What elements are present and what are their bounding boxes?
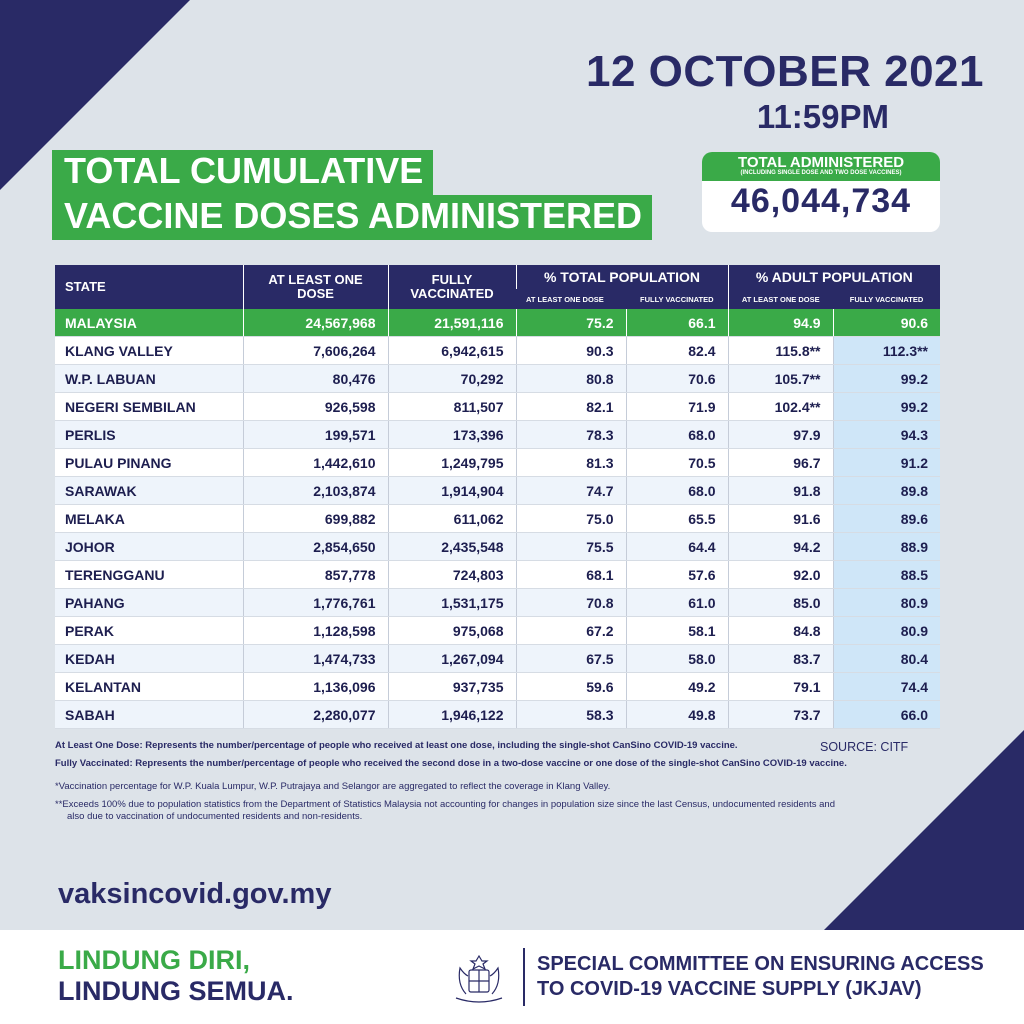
cell-pct-adult-fully: 89.8 — [833, 477, 940, 505]
total-administered-label: TOTAL ADMINISTERED — [737, 154, 905, 171]
cell-pct-adult-one: 94.9 — [728, 309, 833, 337]
table-row — [55, 617, 940, 645]
cell-state: KELANTAN — [55, 673, 243, 701]
cell-one-dose: 80,476 — [243, 365, 388, 393]
cell-pct-total-fully: 65.5 — [626, 505, 728, 533]
table-row — [55, 533, 940, 561]
slogan — [58, 945, 294, 1007]
cell-pct-adult-one: 79.1 — [728, 673, 833, 701]
cell-one-dose: 1,442,610 — [243, 449, 388, 477]
cell-pct-total-fully: 68.0 — [626, 421, 728, 449]
cell-fully: 6,942,615 — [388, 337, 516, 365]
header-fully-vaccinated — [388, 265, 516, 309]
header-one-dose — [243, 265, 388, 309]
footnotes — [55, 740, 855, 830]
cell-fully: 975,068 — [388, 617, 516, 645]
slogan-line-2: LINDUNG SEMUA. — [58, 976, 294, 1007]
cell-pct-adult-one: 97.9 — [728, 421, 833, 449]
table-row — [55, 393, 940, 421]
cell-pct-adult-fully: 91.2 — [833, 449, 940, 477]
cell-state: TERENGGANU — [55, 561, 243, 589]
cell-fully: 173,396 — [388, 421, 516, 449]
cell-pct-adult-fully: 66.0 — [833, 701, 940, 729]
cell-one-dose: 1,776,761 — [243, 589, 388, 617]
committee-line-1: SPECIAL COMMITTEE ON ENSURING ACCESS — [537, 953, 984, 975]
coat-of-arms-icon — [444, 950, 514, 1006]
table-row — [55, 645, 940, 673]
total-administered-card — [702, 152, 940, 232]
cell-pct-total-fully: 70.6 — [626, 365, 728, 393]
cell-one-dose: 926,598 — [243, 393, 388, 421]
cell-pct-total-fully: 58.1 — [626, 617, 728, 645]
cell-pct-total-one: 90.3 — [516, 337, 626, 365]
cell-pct-adult-one: 105.7** — [728, 365, 833, 393]
cell-fully: 2,435,548 — [388, 533, 516, 561]
cell-one-dose: 2,280,077 — [243, 701, 388, 729]
table-row — [55, 673, 940, 701]
table-body — [55, 309, 940, 729]
cell-pct-adult-one: 96.7 — [728, 449, 833, 477]
report-time: 11:59PM — [756, 98, 889, 135]
committee-name — [537, 952, 984, 1002]
note-fully-vaccinated: Fully Vaccinated: Represents the number/percentage of people who received the second dose in a two-dose vaccine or one dose of the single-shot CanSino COVID-19 vaccine. — [55, 758, 847, 770]
cell-state: SARAWAK — [55, 477, 243, 505]
table-row — [55, 505, 940, 533]
table-row — [55, 477, 940, 505]
cell-pct-total-one: 59.6 — [516, 673, 626, 701]
cell-state: PERLIS — [55, 421, 243, 449]
cell-fully: 1,531,175 — [388, 589, 516, 617]
cell-pct-total-fully: 58.0 — [626, 645, 728, 673]
subheader-total-fully: FULLY VACCINATED — [626, 289, 728, 309]
header-one-dose-label: AT LEAST ONE DOSE — [268, 272, 363, 301]
subheader-adult-fully: FULLY VACCINATED — [833, 289, 940, 309]
cell-pct-total-fully: 64.4 — [626, 533, 728, 561]
cell-pct-total-one: 78.3 — [516, 421, 626, 449]
table-row — [55, 561, 940, 589]
cell-state: W.P. LABUAN — [55, 365, 243, 393]
cell-fully: 21,591,116 — [388, 309, 516, 337]
cell-pct-adult-one: 85.0 — [728, 589, 833, 617]
cell-fully: 811,507 — [388, 393, 516, 421]
cell-one-dose: 1,136,096 — [243, 673, 388, 701]
cell-pct-adult-one: 102.4** — [728, 393, 833, 421]
header-state: STATE — [55, 265, 243, 309]
cell-pct-total-one: 75.0 — [516, 505, 626, 533]
cell-pct-adult-one: 84.8 — [728, 617, 833, 645]
cell-pct-adult-fully: 90.6 — [833, 309, 940, 337]
table-row-malaysia — [55, 309, 940, 337]
report-datetime — [586, 47, 984, 135]
cell-pct-total-fully: 68.0 — [626, 477, 728, 505]
cell-pct-adult-fully: 88.5 — [833, 561, 940, 589]
cell-one-dose: 699,882 — [243, 505, 388, 533]
cell-state: NEGERI SEMBILAN — [55, 393, 243, 421]
cell-pct-total-fully: 49.8 — [626, 701, 728, 729]
website-link[interactable]: vaksincovid.gov.my — [58, 878, 332, 910]
cell-pct-adult-fully: 99.2 — [833, 365, 940, 393]
cell-pct-adult-fully: 74.4 — [833, 673, 940, 701]
cell-pct-total-one: 68.1 — [516, 561, 626, 589]
total-administered-sublabel: (INCLUDING SINGLE DOSE AND TWO DOSE VACCINES) — [740, 170, 902, 176]
cell-pct-adult-fully: 94.3 — [833, 421, 940, 449]
note-one-dose: At Least One Dose: Represents the number/percentage of people who received at least one dose, including the single-shot CanSino COVID-19 vaccine. — [55, 740, 738, 751]
cell-pct-total-one: 82.1 — [516, 393, 626, 421]
cell-pct-total-one: 74.7 — [516, 477, 626, 505]
cell-one-dose: 857,778 — [243, 561, 388, 589]
cell-pct-adult-one: 83.7 — [728, 645, 833, 673]
cell-state: PAHANG — [55, 589, 243, 617]
total-administered-header — [702, 152, 940, 181]
cell-pct-total-one: 80.8 — [516, 365, 626, 393]
cell-state: SABAH — [55, 701, 243, 729]
title-line-1: TOTAL CUMULATIVE — [52, 150, 433, 195]
cell-fully: 937,735 — [388, 673, 516, 701]
cell-fully: 70,292 — [388, 365, 516, 393]
cell-fully: 1,249,795 — [388, 449, 516, 477]
cell-pct-adult-fully: 112.3** — [833, 337, 940, 365]
total-administered-value: 46,044,734 — [730, 181, 912, 220]
table-row — [55, 449, 940, 477]
cell-pct-adult-one: 73.7 — [728, 701, 833, 729]
cell-state: MALAYSIA — [55, 309, 243, 337]
cell-pct-total-one: 67.2 — [516, 617, 626, 645]
cell-pct-total-fully: 49.2 — [626, 673, 728, 701]
cell-pct-adult-one: 94.2 — [728, 533, 833, 561]
vaccination-table — [55, 265, 940, 729]
cell-pct-total-one: 70.8 — [516, 589, 626, 617]
cell-state: PERAK — [55, 617, 243, 645]
cell-fully: 611,062 — [388, 505, 516, 533]
cell-one-dose: 2,854,650 — [243, 533, 388, 561]
header-pct-adult: % ADULT POPULATION — [728, 265, 940, 289]
cell-pct-total-fully: 82.4 — [626, 337, 728, 365]
cell-pct-adult-fully: 88.9 — [833, 533, 940, 561]
cell-pct-adult-one: 91.6 — [728, 505, 833, 533]
cell-pct-total-one: 81.3 — [516, 449, 626, 477]
divider — [523, 948, 525, 1006]
cell-pct-adult-one: 91.8 — [728, 477, 833, 505]
cell-pct-adult-one: 115.8** — [728, 337, 833, 365]
cell-one-dose: 7,606,264 — [243, 337, 388, 365]
source-label: SOURCE: CITF — [820, 740, 909, 754]
cell-pct-total-one: 75.2 — [516, 309, 626, 337]
cell-state: JOHOR — [55, 533, 243, 561]
cell-pct-adult-fully: 80.9 — [833, 617, 940, 645]
slogan-line-1: LINDUNG DIRI, — [58, 945, 250, 975]
committee-line-2: TO COVID-19 VACCINE SUPPLY (JKJAV) — [537, 978, 922, 1000]
cell-pct-total-fully: 66.1 — [626, 309, 728, 337]
note-klang-valley: *Vaccination percentage for W.P. Kuala Lumpur, W.P. Putrajaya and Selangor are aggregated to reflect the coverage in Klang Valley. — [55, 780, 611, 792]
table-row — [55, 365, 940, 393]
page-title — [52, 150, 652, 240]
header-fully-label: FULLY VACCINATED — [410, 272, 494, 301]
cell-pct-adult-fully: 89.6 — [833, 505, 940, 533]
cell-pct-total-one: 58.3 — [516, 701, 626, 729]
cell-pct-total-one: 75.5 — [516, 533, 626, 561]
report-date: 12 OCTOBER 2021 — [586, 47, 984, 96]
table-row — [55, 701, 940, 729]
cell-pct-total-fully: 71.9 — [626, 393, 728, 421]
cell-pct-adult-fully: 99.2 — [833, 393, 940, 421]
cell-state: PULAU PINANG — [55, 449, 243, 477]
subheader-total-one-dose: AT LEAST ONE DOSE — [516, 289, 626, 309]
cell-one-dose: 199,571 — [243, 421, 388, 449]
cell-one-dose: 1,128,598 — [243, 617, 388, 645]
cell-pct-total-fully: 57.6 — [626, 561, 728, 589]
header-pct-total: % TOTAL POPULATION — [516, 265, 728, 289]
table-row — [55, 421, 940, 449]
table-row — [55, 337, 940, 365]
cell-one-dose: 1,474,733 — [243, 645, 388, 673]
cell-fully: 1,914,904 — [388, 477, 516, 505]
cell-pct-total-fully: 70.5 — [626, 449, 728, 477]
cell-one-dose: 24,567,968 — [243, 309, 388, 337]
cell-pct-total-fully: 61.0 — [626, 589, 728, 617]
cell-pct-total-one: 67.5 — [516, 645, 626, 673]
cell-state: MELAKA — [55, 505, 243, 533]
note-exceeds-100: **Exceeds 100% due to population statistics from the Department of Statistics Malaysia not accounting for changes in population size since the last Census, undocumented residents and also due to vaccination of undocumented residents and non-residents. — [55, 799, 835, 823]
cell-pct-adult-fully: 80.4 — [833, 645, 940, 673]
title-line-2: VACCINE DOSES ADMINISTERED — [52, 195, 652, 240]
cell-pct-adult-fully: 80.9 — [833, 589, 940, 617]
cell-one-dose: 2,103,874 — [243, 477, 388, 505]
cell-fully: 1,267,094 — [388, 645, 516, 673]
cell-state: KLANG VALLEY — [55, 337, 243, 365]
cell-fully: 724,803 — [388, 561, 516, 589]
subheader-adult-one-dose: AT LEAST ONE DOSE — [728, 289, 833, 309]
cell-state: KEDAH — [55, 645, 243, 673]
cell-pct-adult-one: 92.0 — [728, 561, 833, 589]
table-row — [55, 589, 940, 617]
cell-fully: 1,946,122 — [388, 701, 516, 729]
